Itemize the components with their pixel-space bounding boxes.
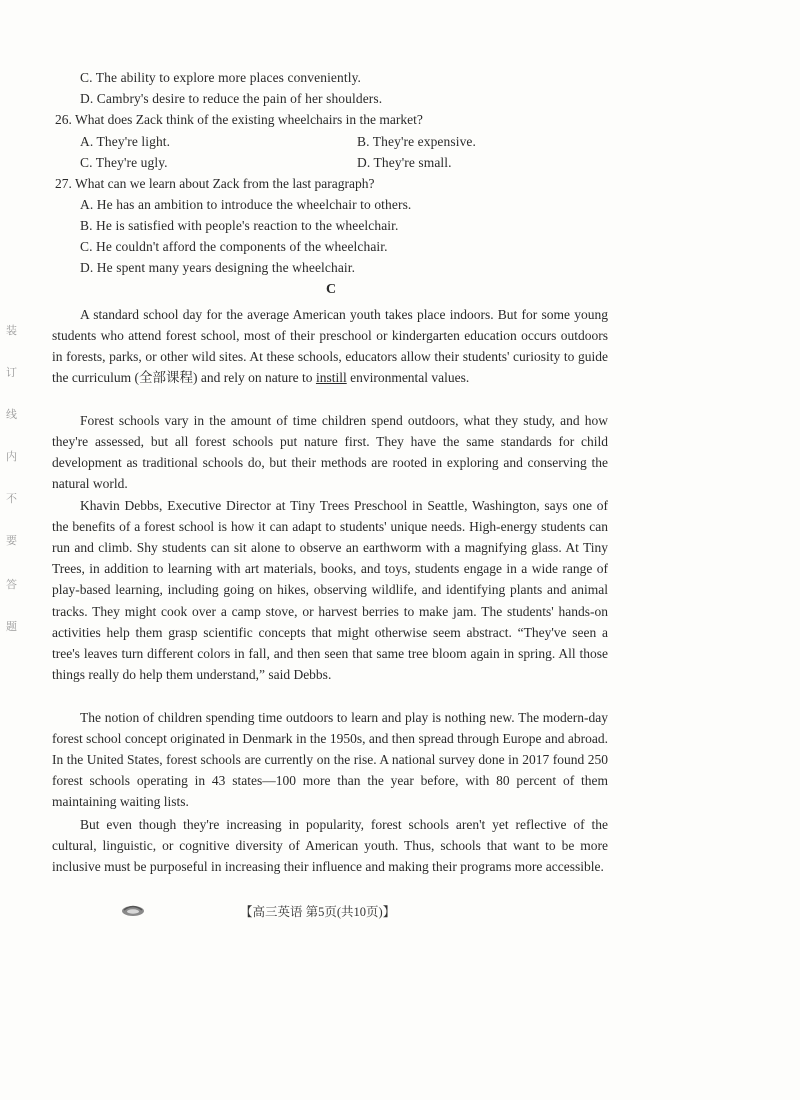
paragraph-1-text-end: environmental values. xyxy=(346,370,470,386)
q27-option-a: A. He has an ambition to introduce the wheelchair to others. xyxy=(80,197,412,212)
margin-mark: 订 xyxy=(6,366,17,379)
q25-option-c: C. The ability to explore more places conveniently. xyxy=(80,70,362,85)
passage-paragraph-5: But even though they're increasing in popularity, forest schools aren't yet reflective of the cultural, linguistic, or cognitive diversity of American youth. Thus, schools that want to be more inclusive must be purposeful in increasing their influence and making their programs more accessible. xyxy=(52,816,608,874)
q27-option-b: B. He is satisfied with people's reaction to the wheelchair. xyxy=(80,218,399,233)
section-heading: C xyxy=(326,282,337,297)
q26-option-d: D. They're small. xyxy=(357,155,452,170)
q27-option-d: D. He spent many years designing the wheelchair. xyxy=(80,260,356,275)
margin-mark: 要 xyxy=(6,534,17,547)
q26-stem: 26. What does Zack think of the existing wheelchairs in the market? xyxy=(55,112,423,127)
q26-option-b: B. They're expensive. xyxy=(357,134,476,149)
q26-option-a: A. They're light. xyxy=(80,134,171,149)
paragraph-1-text: A standard school day for the average American youth takes place indoors. But for some young students who attend forest school, most of their preschool or kindergarten education occurs outdoors in forests, parks, or other wild sites. At these schools, educators allow their students' curiosity to guide the curriculum (全部课程) and rely on nature to xyxy=(52,306,608,386)
passage-paragraph-1 xyxy=(52,304,608,389)
q27-option-c: C. He couldn't afford the components of the wheelchair. xyxy=(80,239,388,254)
margin-mark: 内 xyxy=(6,450,17,463)
q26-option-c: C. They're ugly. xyxy=(80,155,168,170)
passage-paragraph-4: The notion of children spending time outdoors to learn and play is nothing new. The modern-day forest school concept originated in Denmark in the 1950s, and then spread through Europe and abroad. In the United States, forest schools are currently on the rise. A national survey done in 2017 found 250 forest schools operating in 43 states—100 more than the year before, with 80 percent of them maintaining waiting lists. xyxy=(52,709,608,810)
margin-mark: 装 xyxy=(6,324,17,337)
page-footer xyxy=(120,900,500,922)
underlined-word-instill: instill xyxy=(315,370,347,386)
q25-option-d: D. Cambry's desire to reduce the pain of her shoulders. xyxy=(80,91,383,106)
margin-mark: 答 xyxy=(6,578,17,591)
passage-paragraph-3: Khavin Debbs, Executive Director at Tiny Trees Preschool in Seattle, Washington, says one of the benefits of a forest school is how it can adapt to students' unique needs. High-energy students can run and climb. Shy students can sit alone to observe an earthworm with a magnifying glass. At Tiny Trees, in addition to learning with art materials, books, and toys, students engage in a wide range of play-based learning, including going on hikes, observing wildlife, and identifying plants and animal tracks. They might cook over a camp stove, or harvest berries to make jam. The students' hands-on activities help them grasp scientific concepts that might otherwise seem abstract. “They've seen a tree's leaves turn different colors in fall, and then seen that same tree bloom again in spring. All those things really do help them understand,” said Debbs. xyxy=(52,497,608,683)
q27-stem: 27. What can we learn about Zack from the last paragraph? xyxy=(55,176,375,191)
margin-mark: 题 xyxy=(6,620,17,633)
page-number-label: 【高三英语 第5页(共10页)】 xyxy=(240,905,396,919)
publisher-logo-icon xyxy=(120,903,146,917)
margin-mark: 不 xyxy=(6,492,17,505)
passage-paragraph-2: Forest schools vary in the amount of time children spend outdoors, what they study, and how they're assessed, but all forest schools put nature first. They have the same standards for child development as traditional schools do, but their methods are rooted in exploring and conserving the natural world. xyxy=(52,412,608,492)
margin-mark: 线 xyxy=(6,408,17,421)
